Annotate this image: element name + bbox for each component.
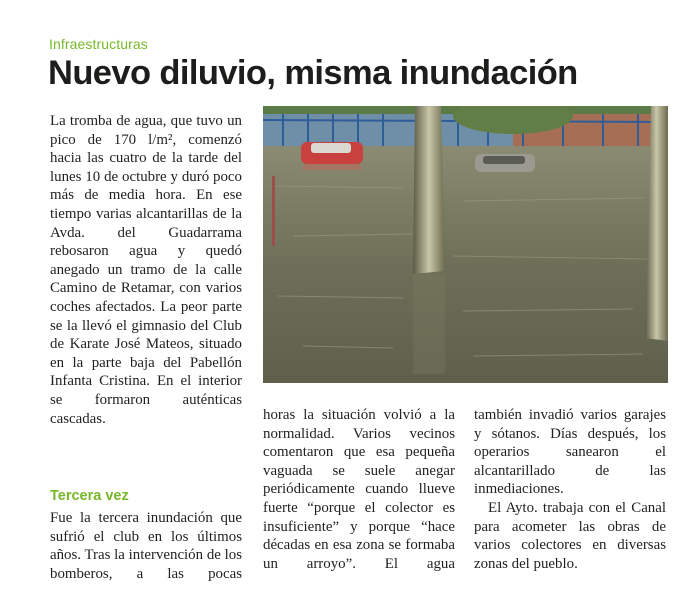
body-column-2: horas la situación volvió a la normalidad. Varios vecinos comentaron que esa pequeña vaguada se suele anegar periódicamente cuando llueve fuerte “porque el colector es insuficiente” y porque “hace décadas en esa zona se formaba un arroyo”. El agua <box>263 407 455 572</box>
flooded-street-photo <box>263 106 668 383</box>
body-column-1: Fue la tercera inundación que sufrió el club en los últimos años. Tras la intervención de los bomberos, a las pocas <box>50 510 242 582</box>
headline: Nuevo diluvio, misma inundación <box>48 54 578 92</box>
intro-paragraph: La tromba de agua, que tuvo un pico de 170 l/m², comenzó hacia las cuatro de la tarde del lunes 10 de octubre y duró poco más de media hora. En ese tiempo varias alcantarillas de la Avda. del Guadarrama rebosaron agua y quedó anegado un tramo de la calle Camino de Retamar, con varios coches afectados. La peor parte se la llevó el gimnasio del Club de Karate José Mateos, situado en la parte baja del Pabellón Infanta Cristina. En el interior se formaron auténticas cascadas. <box>50 113 242 427</box>
section-label: Infraestructuras <box>49 36 148 52</box>
flooded-street-photo-icon <box>263 106 668 383</box>
body-column-3 <box>474 406 666 573</box>
subheading: Tercera vez <box>50 488 129 504</box>
body-column-3-paragraph-2: El Ayto. trabaja con el Canal para acometer las obras de varios colectores en diversas zonas del pueblo. <box>474 499 666 572</box>
body-column-3-paragraph-1: también invadió varios garajes y sótanos. Días después, los operarios sanearon el alcantarillado de las inmediaciones. <box>474 407 666 498</box>
